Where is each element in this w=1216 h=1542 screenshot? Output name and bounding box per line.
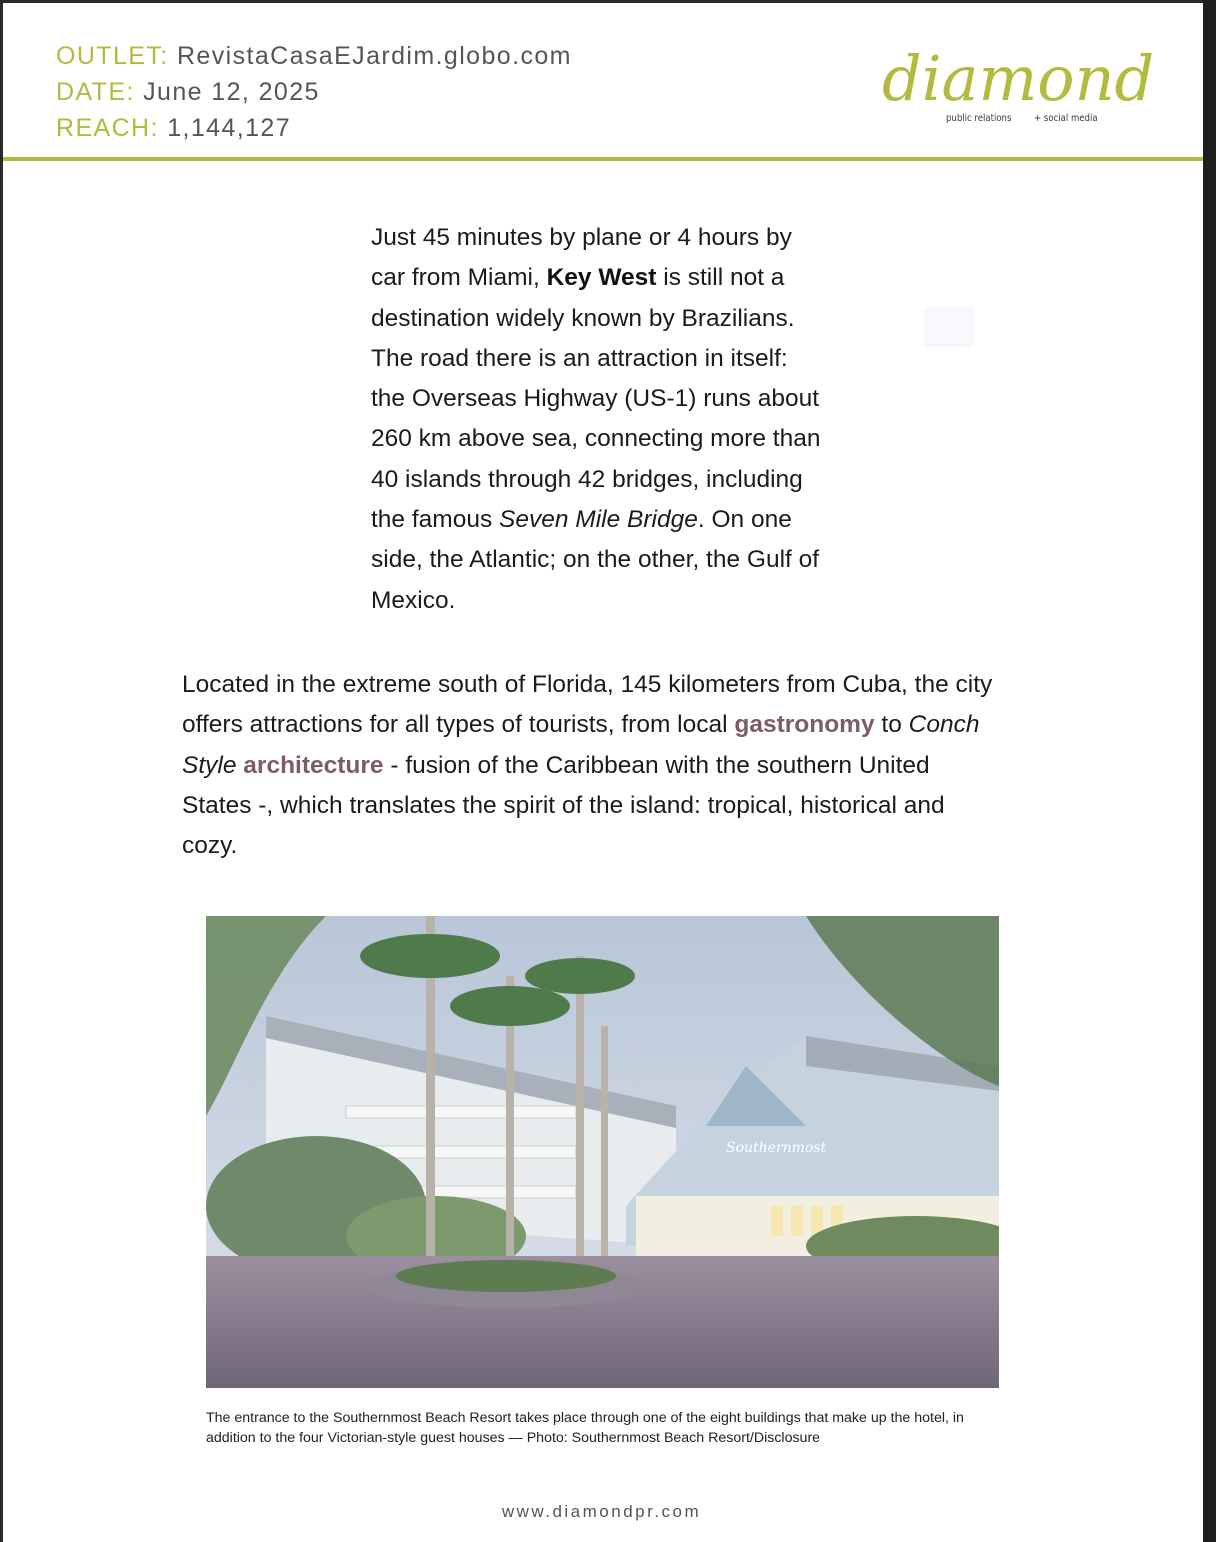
logo-wordmark: diamond bbox=[882, 42, 1155, 115]
outlet-row bbox=[56, 38, 572, 74]
page-right-edge bbox=[1203, 0, 1216, 1542]
intro-text-1: Just 45 minutes by plane or 4 hours by car from Miami, bbox=[371, 224, 792, 292]
date-row bbox=[56, 74, 572, 110]
diamond-logo bbox=[876, 28, 1156, 128]
gastronomy-link[interactable]: gastronomy bbox=[734, 711, 875, 739]
para-italic-conch-style: Conch Style bbox=[182, 711, 980, 779]
para-text-1: Located in the extreme south of Florida, 145 kilometers from Cuba, the city offers attractions for all types of tourists, from local bbox=[182, 671, 993, 739]
para-text-4: - fusion of the Caribbean with the southern United States -, which translates the spirit of the island: tropical, historical and cozy. bbox=[182, 751, 945, 860]
resort-photo-graphic bbox=[206, 916, 999, 1388]
clip-metadata bbox=[56, 38, 572, 146]
outlet-value: RevistaCasaEJardim.globo.com bbox=[176, 42, 572, 70]
resort-sign: Southernmost bbox=[726, 1140, 827, 1156]
intro-text-2: is still not a destination widely known by Brazilians. The road there is an attraction in itself: the Overseas Highway (US-1) runs about 260 km above sea, connecting more than 40 islands through 42 bridges, including the famous bbox=[371, 264, 821, 534]
resort-photo bbox=[206, 916, 999, 1388]
page-left-edge bbox=[0, 0, 3, 1542]
intro-paragraph bbox=[371, 218, 821, 621]
reach-label: REACH: bbox=[56, 114, 159, 142]
reach-value: 1,144,127 bbox=[167, 114, 292, 142]
intro-bold-key-west: Key West bbox=[546, 264, 657, 292]
reach-row bbox=[56, 110, 572, 146]
intro-italic-bridge: Seven Mile Bridge bbox=[499, 506, 698, 534]
date-label: DATE: bbox=[56, 78, 135, 106]
photo-caption: The entrance to the Southernmost Beach Resort takes place through one of the eight buildings that make up the hotel, in addition to the four Victorian-style guest houses — Photo: Southernmost Beach Resort/Disclosure bbox=[206, 1410, 964, 1446]
page-top-edge bbox=[0, 0, 1216, 3]
date-value: June 12, 2025 bbox=[143, 78, 320, 106]
para-text-2: to bbox=[874, 711, 909, 739]
diamond-logo-graphic bbox=[876, 28, 1156, 128]
intro-text-3: . On one side, the Atlantic; on the other, the Gulf of Mexico. bbox=[371, 506, 820, 614]
header-divider bbox=[3, 157, 1203, 161]
body-paragraph bbox=[182, 665, 1002, 866]
architecture-link[interactable]: architecture bbox=[243, 751, 384, 779]
logo-tagline-right: + social media bbox=[1034, 113, 1098, 124]
logo-tagline-left: public relations bbox=[946, 113, 1012, 124]
outlet-label: OUTLET: bbox=[56, 42, 169, 70]
footer-url[interactable]: www.diamondpr.com bbox=[501, 1502, 702, 1521]
faint-artifact bbox=[924, 307, 974, 347]
